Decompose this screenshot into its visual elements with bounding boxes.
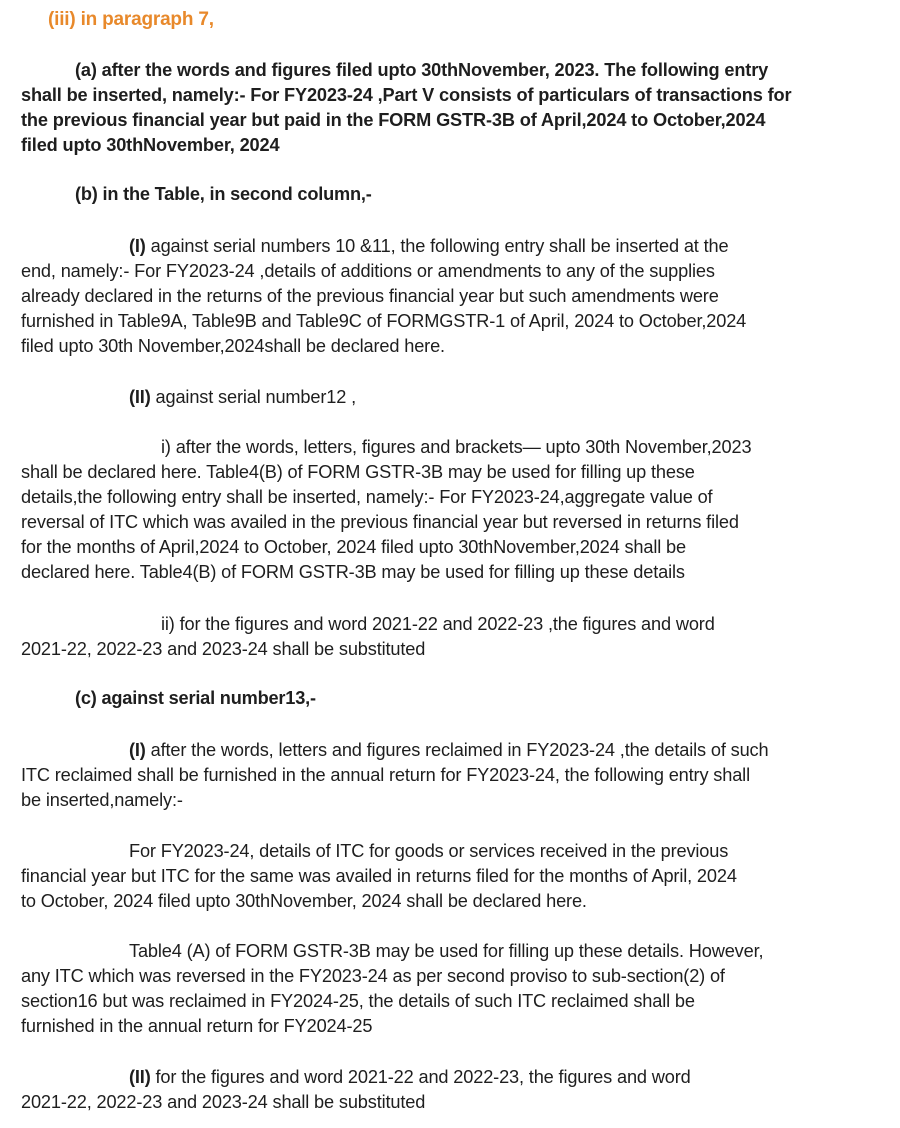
text-line: already declared in the returns of the previous financial year but such amendments were <box>21 286 719 306</box>
text-line: furnished in the annual return for FY2024-25 <box>21 1016 373 1036</box>
paragraph-c-I <box>21 738 891 813</box>
clause-marker: (I) <box>129 740 146 760</box>
paragraph-a <box>21 58 891 158</box>
text-line: filed upto 30th November,2024shall be declared here. <box>21 336 445 356</box>
text-line <box>21 738 891 763</box>
text-line: 2021-22, 2022-23 and 2023-24 shall be substituted <box>21 639 426 659</box>
text-line: any ITC which was reversed in the FY2023-24 as per second proviso to sub-section(2) of <box>21 966 725 986</box>
text-line <box>21 1065 891 1090</box>
text-line: furnished in Table9A, Table9B and Table9C of FORMGSTR-1 of April, 2024 to October,2024 <box>21 311 747 331</box>
clause-text: against serial number12 , <box>150 387 356 407</box>
text-line: financial year but ITC for the same was availed in returns filed for the months of April, 2024 <box>21 866 737 886</box>
clause-text: after the words, letters and figures reclaimed in FY2023-24 ,the details of such <box>145 740 769 760</box>
text-line: ii) for the figures and word 2021-22 and 2022-23 ,the figures and word <box>161 614 715 634</box>
text-line: the previous financial year but paid in the FORM GSTR-3B of April,2024 to October,2024 <box>21 110 766 130</box>
paragraph-b-II-ii <box>21 612 891 662</box>
text-line: filed upto 30thNovember, 2024 <box>21 135 280 155</box>
clause-marker: (I) <box>129 236 146 256</box>
clause-text: against serial numbers 10 &11, the following entry shall be inserted at the <box>145 236 729 256</box>
text-line: 2021-22, 2022-23 and 2023-24 shall be substituted <box>21 1092 426 1112</box>
text-line: i) after the words, letters, figures and brackets— upto 30th November,2023 <box>161 437 752 457</box>
text-line: Table4 (A) of FORM GSTR-3B may be used for filling up these details. However, <box>129 941 764 961</box>
paragraph-b-heading: (b) in the Table, in second column,- <box>75 184 372 204</box>
section-heading: (iii) in paragraph 7, <box>48 9 214 30</box>
text-line: end, namely:- For FY2023-24 ,details of additions or amendments to any of the supplies <box>21 261 715 281</box>
paragraph-c-entry-1 <box>21 839 891 914</box>
text-line: for the months of April,2024 to October, 2024 filed upto 30thNovember,2024 shall be <box>21 537 686 557</box>
paragraph-b-II-i <box>21 435 891 585</box>
paragraph-c-heading: (c) against serial number13,- <box>75 688 316 708</box>
clause-marker: (II) <box>129 1067 151 1087</box>
paragraph-b-II <box>21 385 891 410</box>
clause-marker: (II) <box>129 387 151 407</box>
text-line: to October, 2024 filed upto 30thNovember, 2024 shall be declared here. <box>21 891 587 911</box>
text-line <box>21 385 891 410</box>
text-line: ITC reclaimed shall be furnished in the annual return for FY2023-24, the following entry shall <box>21 765 750 785</box>
text-line: section16 but was reclaimed in FY2024-25, the details of such ITC reclaimed shall be <box>21 991 695 1011</box>
clause-text: for the figures and word 2021-22 and 2022-23, the figures and word <box>150 1067 691 1087</box>
text-line: be inserted,namely:- <box>21 790 183 810</box>
text-line: details,the following entry shall be inserted, namely:- For FY2023-24,aggregate value of <box>21 487 713 507</box>
text-line: declared here. Table4(B) of FORM GSTR-3B may be used for filling up these details <box>21 562 685 582</box>
text-line <box>21 234 891 259</box>
text-line: shall be inserted, namely:- For FY2023-24 ,Part V consists of particulars of transactions for <box>21 85 792 105</box>
text-line: For FY2023-24, details of ITC for goods or services received in the previous <box>129 841 729 861</box>
text-line: shall be declared here. Table4(B) of FORM GSTR-3B may be used for filling up these <box>21 462 695 482</box>
text-line: (a) after the words and figures filed upto 30thNovember, 2023. The following entry <box>75 60 769 80</box>
paragraph-c-entry-2 <box>21 939 891 1039</box>
paragraph-c-II <box>21 1065 891 1115</box>
paragraph-b-I <box>21 234 891 359</box>
text-line: reversal of ITC which was availed in the previous financial year but reversed in returns filed <box>21 512 739 532</box>
